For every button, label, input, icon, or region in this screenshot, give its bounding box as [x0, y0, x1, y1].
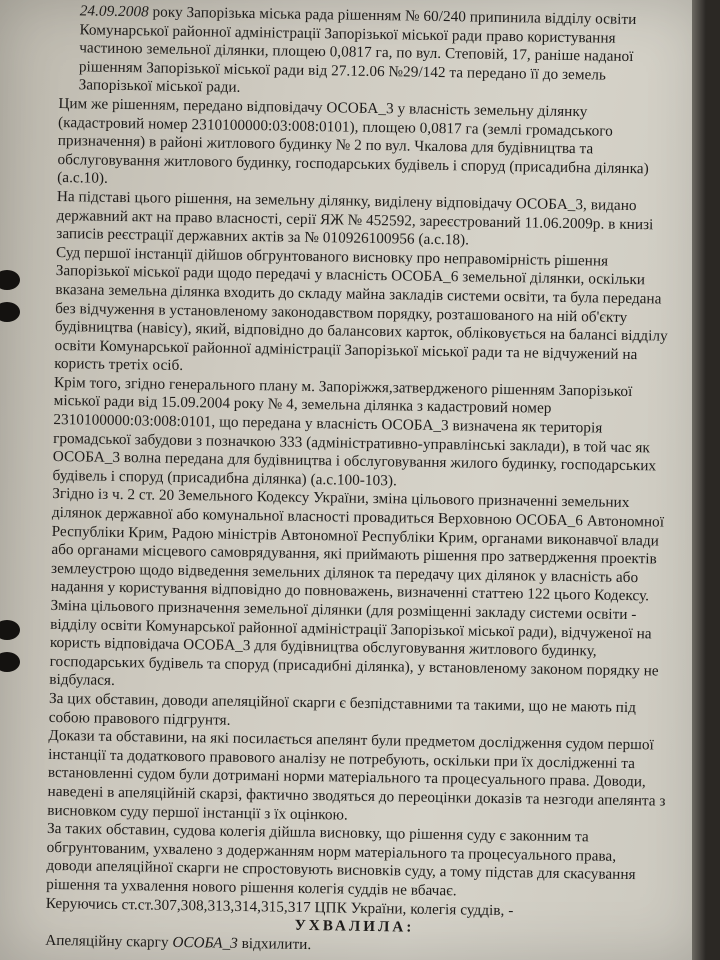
resolution-heading: УХВАЛИЛА:	[294, 916, 415, 936]
document-text	[45, 2, 678, 960]
punch-hole	[0, 302, 20, 322]
paragraph-6: Згідно із ч. 2 ст. 20 Земельного Кодексу України, зміна цільового призначенні земельних ділянок державної або комунальної власності провадиться Верховною ОСОБА_6 Автономної Республіки Крим, Радою міністрів Автономної Республіки Крим, органами виконавчої влади або органами місцевого самоврядування, які приймають рішення про затвердження проектів землеустрою щодо відведення земельних ділянок та передачу цих ділянок у власність або надання у користування відповідно до повноважень, визначенні статтею 122 цього Кодексу.	[50, 485, 665, 605]
punch-hole	[0, 620, 20, 640]
punch-hole	[0, 270, 20, 290]
paragraph-2: Цим же рішенням, передано відповідачу ОСОБА_3 у власність земельну ділянку (кадастровий номер 2310100000:03:008:0101), площею 0,0817 га (землі громадського призначення) в районі житлового будинку № 2 по вул. Чкалова для будівництва та обслуговування житлового будинку, господарських будівель і споруд (присадибна ділянка) (а.с.10).	[57, 94, 649, 188]
page-shadow-edge	[692, 0, 706, 960]
paragraph-5: Крім того, згідно генерального плану м. Запоріжжя,затвердженого рішенням Запорізької міської ради від 15.09.2004 року № 4, земельна ділянка з кадастровий номер 2310100000:03:008:0101, що передана у власність ОСОБА_3 визначена як територія громадської забудови з позначкою 333 (адміністративно-управлінські заклади), в той час як ОСОБА_3 волна передана для будівництва і обслуговування жилого будинку, господарських будівель і споруд (присадибна ділянка) (а.с.100-103).	[52, 373, 657, 490]
paragraph-9: Докази та обставини, на які посилається апелянт були предметом дослідження судом першої інстанції та додаткового правового аналізу не потребують, оскільки при їх дослідженні та встановленні судом були дотримані норми матеріального та процесуального права. Доводи, наведені в апеляційній скарзі, фактично зводяться до переоцінки доказів та незгоди апелянта з висновком суду першої інстанції з їх оцінкою.	[47, 727, 666, 824]
paragraph-7: Зміна цільового призначення земельної ділянки (для розміщенні закладу системи освіти - відділу освіти Комунарської районної адміністрації Запорізької міської ради), відчуженої на користь відповідача ОСОБА_3 для будівництва обслуговування житлового будинку, господарських будівель та споруд (присадибні ділянка), у встановленому законом порядку не відбулася.	[49, 596, 659, 690]
resolution-text: Апеляційну скаргу ОСОБА_3 відхилити.	[45, 931, 312, 953]
decision-date: 24.09.2008	[79, 2, 149, 21]
paragraph-11: Керуючись ст.ст.307,308,313,314,315,317 ЦПК України, колегія суддів, -	[45, 894, 514, 919]
paragraph-4: Суд першої інстанції дійшов обгрунтованого висновку про неправомірність рішення Запорізької міської ради щодо передачі у власність ОСОБА_6 земельної ділянки, оскільки вказана земельна ділянка входить до складу майна закладів системи освіти, та була передана без відчуження в установленому законодавством порядку, розташованого на ній об'єкту будівництва (навісу), який, відповідно до балансових карток, обліковується на балансі відділу освіти Комунарської районної адміністрації Запорізької міської ради та не відчужений на користь третіх осіб.	[54, 243, 668, 375]
paragraph-1: 24.09.2008 року Запорізька міська рада рішенням № 60/240 припинила відділу освіти Комунарської районної адміністрації Запорізької міської ради право користування частиною земельної ділянки, площею 0,0817 га, по вул. Степовій, 17, раніше наданої рішенням Запорізької міської ради від 27.12.06 №29/142 та передано її до земель Запорізької міської ради.	[78, 2, 637, 97]
paragraph-3: На підставі цього рішення, на земельну ділянку, виділену відповідачу ОСОБА_3, видано державний акт на право власності, серії ЯЖ № 452592, зареєстрований 11.06.2009р. в книзі записів реєстрації державних актів за № 010926100956 (а.с.18).	[56, 187, 654, 249]
paragraph-8: За цих обставин, доводи апеляційної скарги є безпідставними та такими, що не мають під собою правового підгрунтя.	[48, 689, 637, 729]
punch-hole	[0, 652, 20, 672]
paragraph-10: За таких обставин, судова колегія дійшла висновку, що рішення суду є законним та обгрунтованим, ухвалено з додержанням норм матеріального та процесуального права, доводи апеляційної скарги не спростовують висновків суду, а тому підстав для скасування рішення та ухвалення нового рішення колегія суддів не вбачає.	[46, 820, 636, 900]
